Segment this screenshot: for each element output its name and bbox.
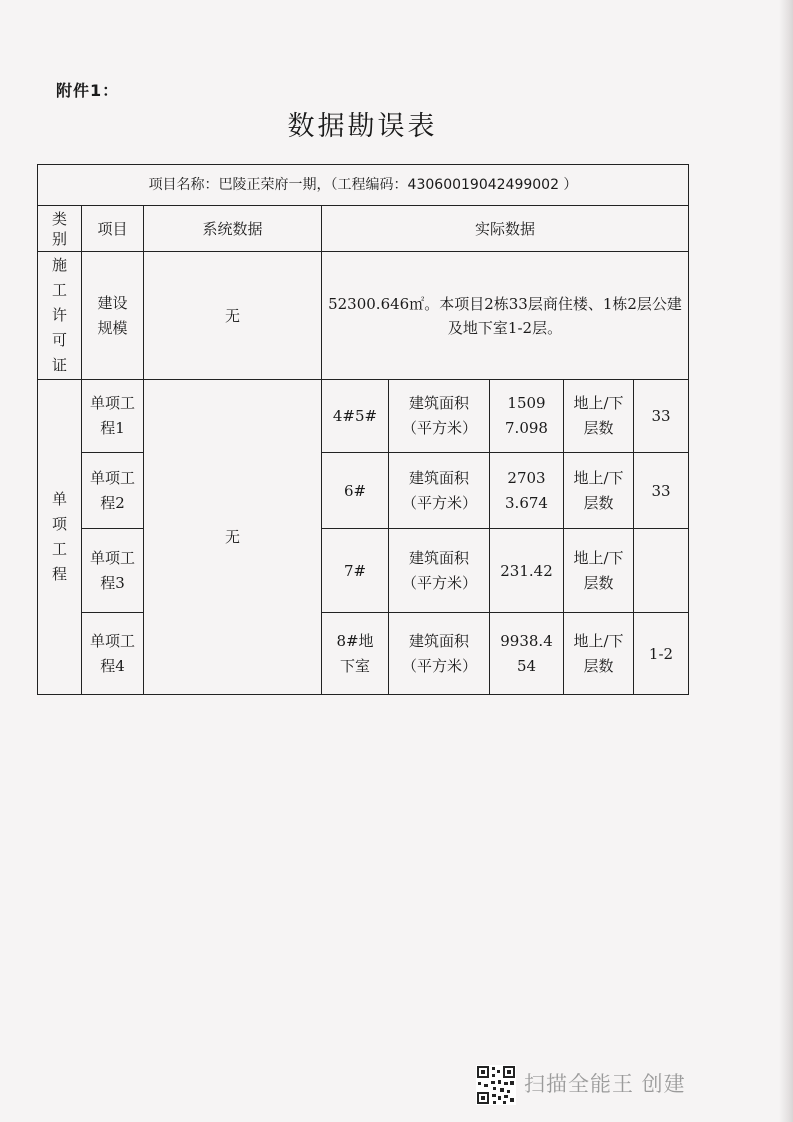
permit-category: 施工许可证: [38, 252, 82, 380]
annex-label: 附件1：: [56, 81, 120, 100]
floors-4: 1-2: [634, 613, 689, 695]
floors-1: 33: [634, 380, 689, 453]
building-1: 4#5#: [322, 380, 389, 453]
building-2: 6#: [322, 453, 389, 529]
header-category: 类别: [38, 206, 82, 252]
errata-table: [37, 164, 689, 695]
area-value-4: 9938.454: [490, 613, 564, 695]
scanner-watermark: 扫描全能王 创建: [524, 1072, 686, 1096]
header-actual-data: 实际数据: [322, 206, 689, 252]
area-value-1: 15097.098: [490, 380, 564, 453]
single-item-1: 单项工程1: [82, 380, 144, 453]
floor-label-2: 地上/下层数: [564, 453, 634, 529]
building-3: 7#: [322, 529, 389, 613]
permit-actual-value: 52300.646㎡。本项目2栋33层商住楼、1栋2层公建及地下室1-2层。: [322, 252, 689, 380]
area-label-3: 建筑面积（平方米）: [389, 529, 490, 613]
project-label: 项目名称：: [148, 177, 219, 193]
floor-label-1: 地上/下层数: [564, 380, 634, 453]
floors-3: [634, 529, 689, 613]
project-name: 巴陵正荣府一期，（工程编码：43060019042499002 ）: [218, 177, 578, 193]
area-value-3: 231.42: [490, 529, 564, 613]
single-item-4: 单项工程4: [82, 613, 144, 695]
document-title: 数据勘误表: [287, 111, 438, 142]
permit-system-value: 无: [144, 252, 322, 380]
single-system-value: 无: [144, 380, 322, 695]
qr-code-icon: [476, 1065, 516, 1105]
area-label-1: 建筑面积（平方米）: [389, 380, 490, 453]
single-item-2: 单项工程2: [82, 453, 144, 529]
area-value-2: 27033.674: [490, 453, 564, 529]
building-4: 8#地下室: [322, 613, 389, 695]
single-item-3: 单项工程3: [82, 529, 144, 613]
area-label-2: 建筑面积（平方米）: [389, 453, 490, 529]
floor-label-3: 地上/下层数: [564, 529, 634, 613]
permit-item: 建设规模: [82, 252, 144, 380]
floor-label-4: 地上/下层数: [564, 613, 634, 695]
area-label-4: 建筑面积（平方米）: [389, 613, 490, 695]
page-edge-shadow: [779, 0, 793, 1122]
floors-2: 33: [634, 453, 689, 529]
header-system-data: 系统数据: [144, 206, 322, 252]
single-category: 单项工程: [38, 380, 82, 695]
header-item: 项目: [82, 206, 144, 252]
project-name-row: [38, 165, 689, 206]
